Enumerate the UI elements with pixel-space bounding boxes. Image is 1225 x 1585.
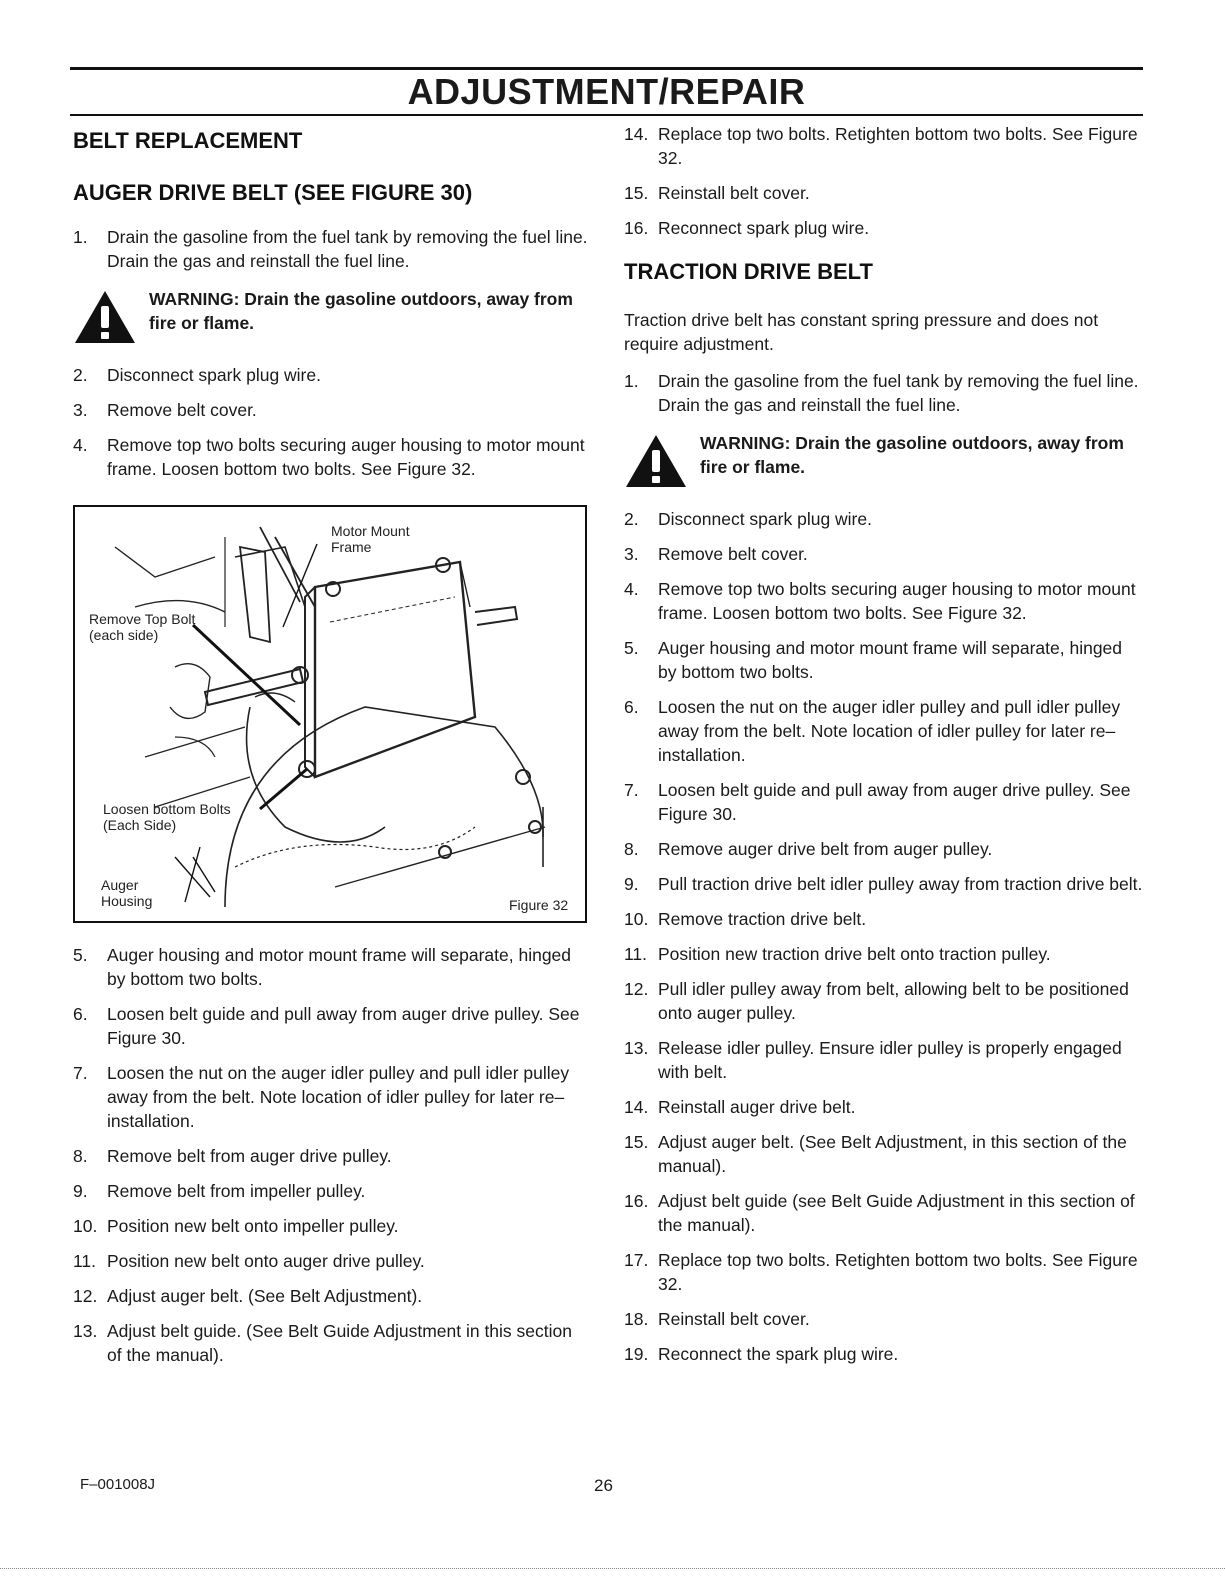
step-text: Loosen belt guide and pull away from auger drive pulley. See Figure 30. — [107, 1004, 580, 1048]
warning-block — [624, 431, 1144, 489]
step-item — [624, 1130, 1144, 1178]
step-item — [624, 1248, 1144, 1296]
step-number: 4. — [624, 579, 639, 599]
step-text: Replace top two bolts. Retighten bottom two bolts. See Figure 32. — [658, 124, 1138, 168]
steps-list — [624, 369, 1144, 417]
step-number: 10. — [73, 1216, 98, 1236]
step-item — [624, 778, 1144, 826]
step-number: 6. — [73, 1004, 88, 1024]
step-number: 14. — [624, 124, 649, 144]
section-heading-belt-replacement: BELT REPLACEMENT — [73, 128, 303, 153]
scan-edge-divider — [0, 1568, 1225, 1570]
step-number: 14. — [624, 1097, 649, 1117]
step-item — [624, 122, 1144, 170]
warning-text: WARNING: Drain the gasoline outdoors, away from fire or flame. — [149, 289, 573, 333]
step-item — [73, 943, 591, 991]
step-number: 15. — [624, 1132, 649, 1152]
step-item — [73, 1319, 591, 1367]
step-number: 19. — [624, 1344, 649, 1364]
step-text: Adjust belt guide (see Belt Guide Adjustment in this section of the manual). — [658, 1191, 1135, 1235]
traction-intro-text: Traction drive belt has constant spring pressure and does not require adjustment. — [624, 310, 1099, 354]
step-item — [624, 216, 1144, 240]
step-text: Remove belt from impeller pulley. — [107, 1181, 366, 1201]
step-item — [73, 363, 591, 387]
step-item — [624, 1307, 1144, 1331]
label-auger-housing: Auger Housing — [101, 877, 153, 909]
step-item — [624, 369, 1144, 417]
step-text: Release idler pulley. Ensure idler pulley is properly engaged with belt. — [658, 1038, 1122, 1082]
step-number: 1. — [624, 371, 639, 391]
step-item — [73, 1002, 591, 1050]
step-number: 15. — [624, 183, 649, 203]
step-item — [73, 1061, 591, 1133]
step-number: 17. — [624, 1250, 649, 1270]
page-number: 26 — [594, 1476, 613, 1495]
label-loosen-bottom-bolts: Loosen bottom Bolts (Each Side) — [103, 801, 231, 833]
step-text: Adjust auger belt. (See Belt Adjustment). — [107, 1286, 423, 1306]
step-number: 1. — [73, 227, 88, 247]
steps-list — [624, 507, 1144, 1366]
step-text: Remove belt cover. — [658, 544, 808, 564]
step-text: Disconnect spark plug wire. — [107, 365, 321, 385]
step-item — [73, 1179, 591, 1203]
section-heading-traction-drive-belt: TRACTION DRIVE BELT — [624, 259, 873, 284]
step-text: Loosen the nut on the auger idler pulley and pull idler pulley away from the belt. Note location of idler pulley for later re–installation. — [658, 697, 1121, 765]
step-text: Reinstall belt cover. — [658, 183, 810, 203]
step-text: Pull idler pulley away from belt, allowing belt to be positioned onto auger pulley. — [658, 979, 1129, 1023]
step-text: Drain the gasoline from the fuel tank by removing the fuel line. Drain the gas and reinstall the fuel line. — [658, 371, 1139, 415]
step-text: Auger housing and motor mount frame will separate, hinged by bottom two bolts. — [658, 638, 1123, 682]
warning-triangle-icon — [624, 433, 688, 489]
step-text: Reconnect the spark plug wire. — [658, 1344, 899, 1364]
step-number: 8. — [624, 839, 639, 859]
step-item — [624, 1095, 1144, 1119]
step-number: 8. — [73, 1146, 88, 1166]
step-item — [624, 872, 1144, 896]
figure-caption: Figure 32 — [509, 897, 569, 913]
page-title: ADJUSTMENT/REPAIR — [407, 71, 806, 112]
step-item — [73, 398, 591, 422]
step-item — [624, 507, 1144, 531]
steps-list — [73, 363, 591, 481]
step-number: 5. — [624, 638, 639, 658]
step-number: 13. — [73, 1321, 98, 1341]
step-text: Reconnect spark plug wire. — [658, 218, 870, 238]
step-text: Reinstall auger drive belt. — [658, 1097, 856, 1117]
step-item — [73, 1214, 591, 1238]
step-text: Remove traction drive belt. — [658, 909, 867, 929]
step-text: Auger housing and motor mount frame will separate, hinged by bottom two bolts. — [107, 945, 572, 989]
step-number: 9. — [624, 874, 639, 894]
step-item — [624, 181, 1144, 205]
step-number: 3. — [624, 544, 639, 564]
step-text: Disconnect spark plug wire. — [658, 509, 872, 529]
document-code: F–001008J — [80, 1476, 156, 1493]
step-number: 11. — [624, 944, 648, 964]
step-item — [624, 636, 1144, 684]
steps-list — [624, 122, 1144, 240]
step-item — [624, 542, 1144, 566]
figure-32 — [73, 505, 587, 923]
step-text: Drain the gasoline from the fuel tank by removing the fuel line. Drain the gas and reinstall the fuel line. — [107, 227, 588, 271]
step-number: 7. — [73, 1063, 88, 1083]
step-text: Adjust auger belt. (See Belt Adjustment, in this section of the manual). — [658, 1132, 1127, 1176]
step-text: Reinstall belt cover. — [658, 1309, 810, 1329]
step-number: 11. — [73, 1251, 97, 1271]
step-number: 16. — [624, 1191, 649, 1211]
step-text: Adjust belt guide. (See Belt Guide Adjustment in this section of the manual). — [107, 1321, 572, 1365]
step-item — [624, 837, 1144, 861]
step-number: 18. — [624, 1309, 649, 1329]
step-item — [624, 977, 1144, 1025]
step-text: Pull traction drive belt idler pulley away from traction drive belt. — [658, 874, 1143, 894]
step-number: 2. — [624, 509, 639, 529]
step-item — [73, 1144, 591, 1168]
step-item — [624, 1342, 1144, 1366]
step-item — [73, 433, 591, 481]
step-item — [624, 695, 1144, 767]
step-number: 16. — [624, 218, 649, 238]
step-item — [624, 942, 1144, 966]
step-item — [73, 225, 591, 273]
step-item — [624, 907, 1144, 931]
label-remove-top-bolt: Remove Top Bolt (each side) — [89, 611, 196, 643]
left-column — [73, 122, 591, 1378]
warning-block — [73, 287, 591, 345]
step-number: 10. — [624, 909, 649, 929]
step-number: 12. — [624, 979, 649, 999]
step-number: 2. — [73, 365, 88, 385]
step-number: 5. — [73, 945, 88, 965]
step-item — [624, 1189, 1144, 1237]
step-text: Position new traction drive belt onto traction pulley. — [658, 944, 1051, 964]
step-number: 12. — [73, 1286, 98, 1306]
label-motor-mount-frame: Motor Mount Frame — [331, 523, 410, 555]
step-text: Remove auger drive belt from auger pulley. — [658, 839, 993, 859]
step-number: 4. — [73, 435, 88, 455]
step-text: Remove top two bolts securing auger housing to motor mount frame. Loosen bottom two bolts. See Figure 32. — [658, 579, 1136, 623]
step-text: Loosen belt guide and pull away from auger drive pulley. See Figure 30. — [658, 780, 1131, 824]
right-column — [624, 122, 1144, 1377]
step-number: 6. — [624, 697, 639, 717]
step-number: 7. — [624, 780, 639, 800]
step-item — [73, 1284, 591, 1308]
motor-mount-illustration — [75, 507, 585, 921]
steps-list — [73, 225, 591, 273]
step-text: Position new belt onto auger drive pulley. — [107, 1251, 425, 1271]
header-rule-bottom — [70, 114, 1143, 116]
step-number: 9. — [73, 1181, 88, 1201]
step-text: Replace top two bolts. Retighten bottom two bolts. See Figure 32. — [658, 1250, 1138, 1294]
step-item — [624, 577, 1144, 625]
step-item — [73, 1249, 591, 1273]
step-text: Loosen the nut on the auger idler pulley and pull idler pulley away from the belt. Note location of idler pulley for later re–installation. — [107, 1063, 570, 1131]
step-text: Remove belt cover. — [107, 400, 257, 420]
step-number: 3. — [73, 400, 88, 420]
step-text: Remove belt from auger drive pulley. — [107, 1146, 392, 1166]
warning-triangle-icon — [73, 289, 137, 345]
step-text: Position new belt onto impeller pulley. — [107, 1216, 399, 1236]
steps-list — [73, 943, 591, 1367]
subheading-auger-drive-belt: AUGER DRIVE BELT (SEE FIGURE 30) — [73, 180, 473, 205]
step-item — [624, 1036, 1144, 1084]
step-text: Remove top two bolts securing auger housing to motor mount frame. Loosen bottom two bolts. See Figure 32. — [107, 435, 585, 479]
step-number: 13. — [624, 1038, 649, 1058]
warning-text: WARNING: Drain the gasoline outdoors, away from fire or flame. — [700, 433, 1124, 477]
